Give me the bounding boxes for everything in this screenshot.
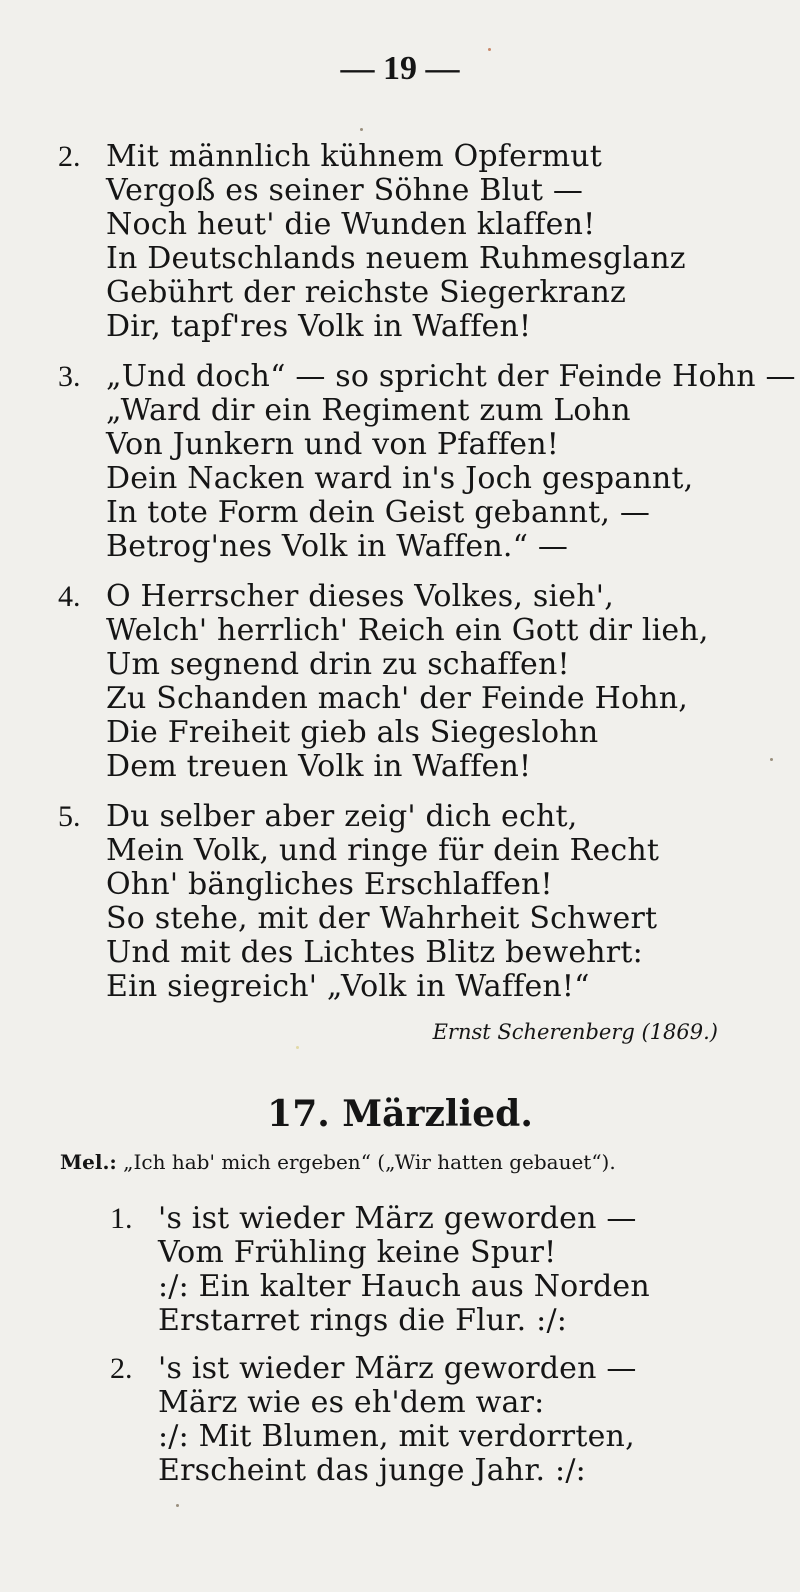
verse-line: In tote Form dein Geist gebannt, — [106, 495, 651, 530]
paper-speck [360, 128, 363, 131]
verse-line: Zu Schanden mach' der Feinde Hohn, [106, 681, 689, 716]
verse-line: 's ist wieder März geworden — [158, 1351, 637, 1386]
verse-line: Dir, tapf'res Volk in Waffen! [106, 309, 532, 344]
stanza [58, 580, 778, 784]
stanza-number: 5. [58, 800, 81, 833]
verse-line: Die Freiheit gieb als Siegeslohn [106, 715, 599, 750]
poem-author: Ernst Scherenberg (1869.) [432, 1020, 718, 1044]
melody-text: „Ich hab' mich ergeben“ („Wir hatten gebauet“). [123, 1150, 616, 1174]
stanza [110, 1202, 770, 1338]
verse-line: „Ward dir ein Regiment zum Lohn [106, 393, 631, 428]
verse-line: Mit männlich kühnem Opfermut [106, 139, 603, 174]
stanza [58, 359, 796, 564]
verse-line: Betrog'nes Volk in Waffen.“ — [106, 529, 569, 564]
verse-line: Mein Volk, und ringe für dein Recht [106, 833, 660, 868]
verse-line: Dem treuen Volk in Waffen! [106, 749, 532, 784]
verse-line: 's ist wieder März geworden — [158, 1201, 637, 1236]
verse-line: Gebührt der reichste Siegerkranz [106, 275, 627, 310]
stanza-number: 1. [110, 1202, 133, 1235]
verse-line: Erstarret rings die Flur. :/: [158, 1303, 568, 1338]
verse-line: Du selber aber zeig' dich echt, [106, 799, 578, 834]
verse-line: Ein siegreich' „Volk in Waffen!“ [106, 969, 590, 1004]
verse-line: Und mit des Lichtes Blitz bewehrt: [106, 935, 643, 970]
verse-line: Um segnend drin zu schaffen! [106, 647, 570, 682]
stanza [58, 140, 778, 344]
melody-note [60, 1150, 760, 1174]
verse-line: :/: Mit Blumen, mit verdorrten, [158, 1419, 635, 1454]
stanza-number: 2. [110, 1352, 133, 1385]
page-number: — 19 — [340, 50, 460, 87]
verse-line: Erscheint das junge Jahr. :/: [158, 1453, 586, 1488]
paper-speck [296, 1046, 299, 1049]
song-title: 17. Märzlied. [267, 1093, 533, 1135]
stanza [110, 1352, 770, 1488]
verse-line: Von Junkern und von Pfaffen! [106, 427, 559, 462]
stanza-number: 3. [58, 360, 81, 393]
verse-line: In Deutschlands neuem Ruhmesglanz [106, 241, 686, 276]
paper-speck [176, 1504, 179, 1507]
paper-speck [488, 48, 491, 51]
verse-line: März wie es eh'dem war: [158, 1385, 545, 1420]
verse-line: So stehe, mit der Wahrheit Schwert [106, 901, 658, 936]
verse-line: Ohn' bängliches Erschlaffen! [106, 867, 553, 902]
verse-line: Dein Nacken ward in's Joch gespannt, [106, 461, 694, 496]
verse-line: „Und doch“ — so spricht der Feinde Hohn — [106, 359, 796, 394]
paper-speck [770, 758, 773, 761]
stanza-number: 2. [58, 140, 81, 173]
stanza [58, 800, 778, 1004]
verse-line: O Herrscher dieses Volkes, sieh', [106, 579, 614, 614]
stanza-number: 4. [58, 580, 81, 613]
verse-line: Welch' herrlich' Reich ein Gott dir lieh, [106, 613, 709, 648]
melody-label: Mel.: [60, 1150, 117, 1174]
verse-line: Vom Frühling keine Spur! [158, 1235, 557, 1270]
verse-line: Vergoß es seiner Söhne Blut — [106, 173, 584, 208]
verse-line: Noch heut' die Wunden klaffen! [106, 207, 596, 242]
poem-stanzas [58, 139, 796, 1020]
song-stanzas [110, 1202, 770, 1502]
verse-line: :/: Ein kalter Hauch aus Norden [158, 1269, 650, 1304]
